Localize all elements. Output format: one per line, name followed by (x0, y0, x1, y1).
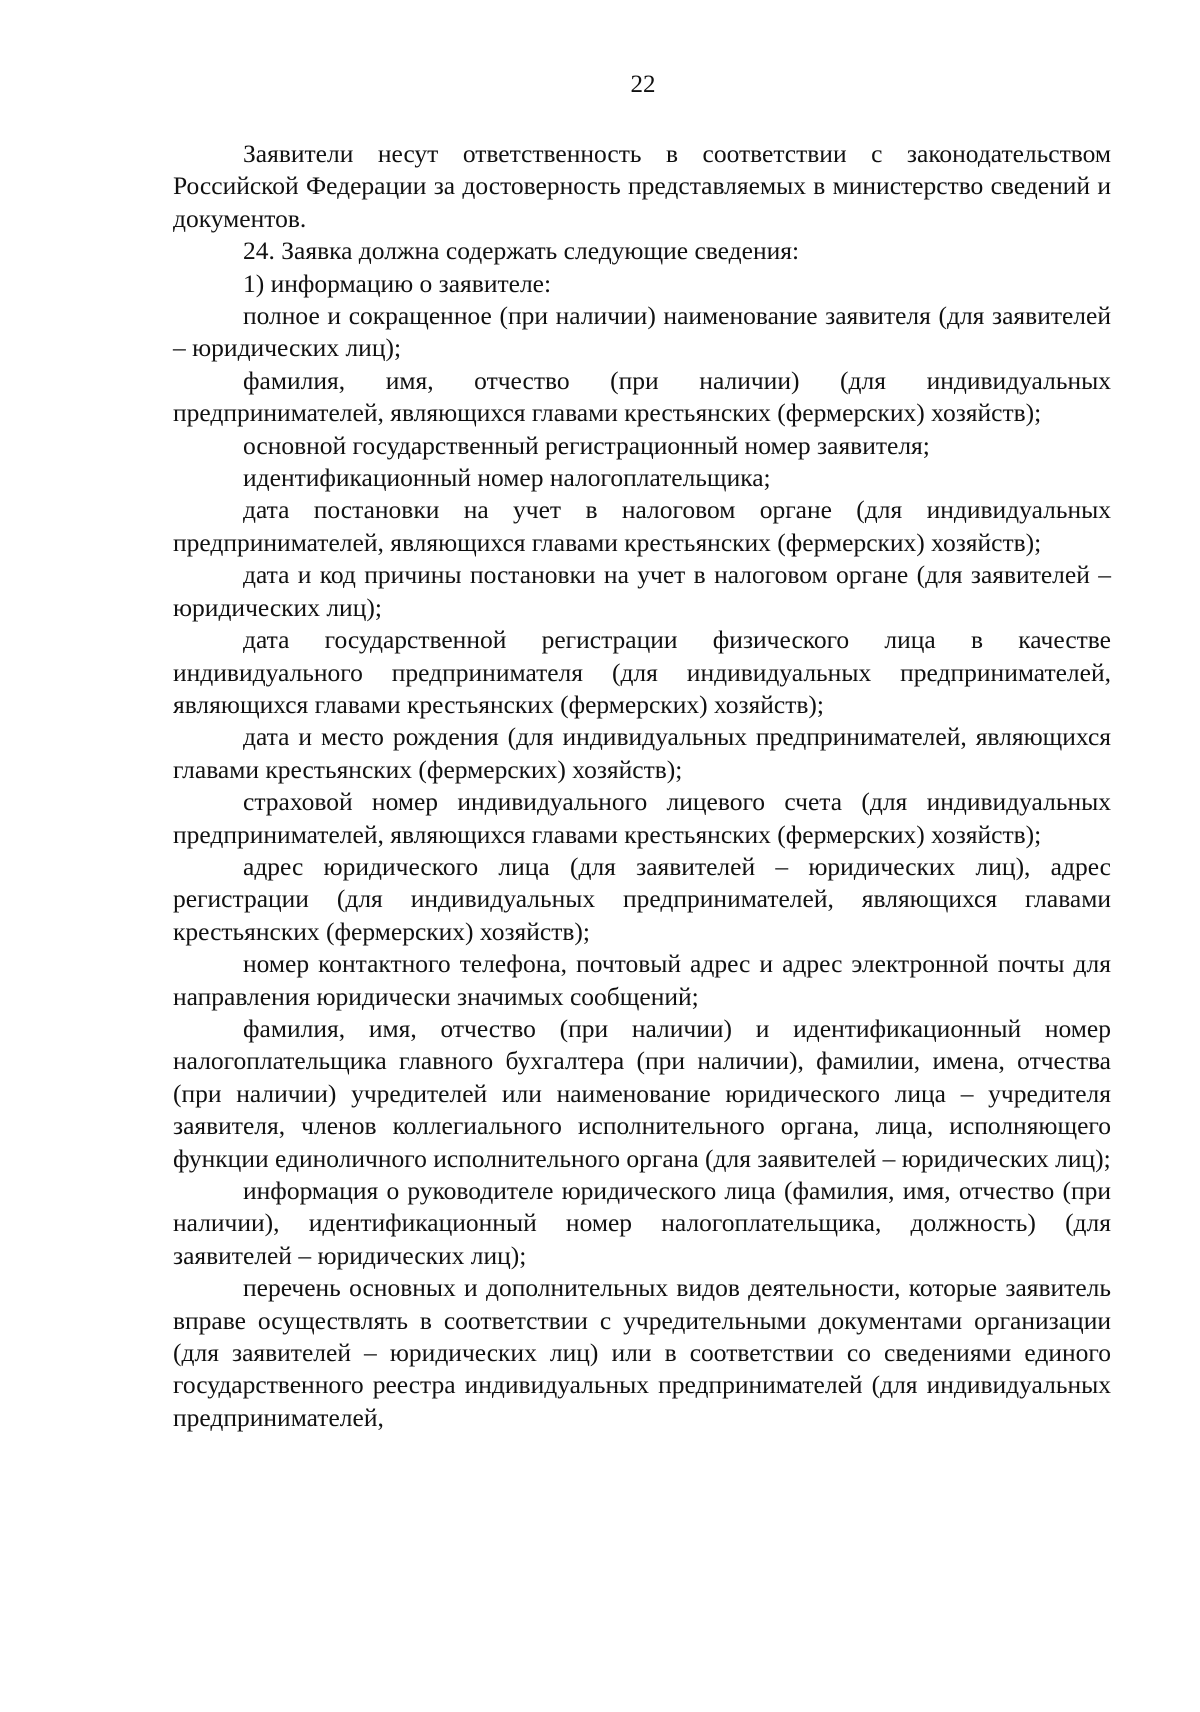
paragraph-kpp: дата и код причины постановки на учет в налоговом органе (для заявителей – юридических лиц); (173, 560, 1111, 622)
paragraph-tax-registration-date: дата постановки на учет в налоговом органе (для индивидуальных предпринимателей, являющихся главами крестьянских (фермерских) хозяйств); (173, 495, 1111, 557)
paragraph-subitem-1: 1) информацию о заявителе: (243, 268, 552, 298)
paragraph-contacts: номер контактного телефона, почтовый адрес и адрес электронной почты для направления юридически значимых сообщений; (173, 949, 1111, 1011)
paragraph-ogrn: основной государственный регистрационный номер заявителя; (243, 430, 930, 460)
page-number: 22 (630, 71, 656, 98)
paragraph-accountant-founders: фамилия, имя, отчество (при наличии) и идентификационный номер налогоплательщика главного бухгалтера (при наличии), фамилии, имена, отчества (при наличии) учредителей или наименование юридического лица – учредителя заявителя, членов коллегиального исполнительного органа, лица, исполняющего функции единоличного исполнительного органа (для заявителей – юридических лиц); (173, 1013, 1111, 1173)
paragraph-applicant-responsibility: Заявители несут ответственность в соответствии с законодательством Российской Федерации за достоверность представляемых в министерство сведений и документов. (173, 139, 1111, 233)
document-body (173, 138, 1111, 1434)
paragraph-full-name: полное и сокращенное (при наличии) наименование заявителя (для заявителей – юридических лиц); (173, 301, 1111, 363)
paragraph-item-24: 24. Заявка должна содержать следующие сведения: (243, 236, 800, 266)
paragraph-activity-list: перечень основных и дополнительных видов деятельности, которые заявитель вправе осуществлять в соответствии с учредительными документами организации (для заявителей – юридических лиц) или в соответствии со сведениями единого государственного реестра индивидуальных предпринимателей (для индивидуальных предпринимателей, (173, 1273, 1111, 1432)
paragraph-person-name: фамилия, имя, отчество (при наличии) (для индивидуальных предпринимателей, являющихся главами крестьянских (фермерских) хозяйств); (173, 365, 1111, 428)
paragraph-inn: идентификационный номер налогоплательщика; (243, 463, 771, 493)
paragraph-head-info: информация о руководителе юридического лица (фамилия, имя, отчество (при наличии), идентификационный номер налогоплательщика, должность) (для заявителей – юридических лиц); (173, 1176, 1111, 1270)
paragraph-birth-date-place: дата и место рождения (для индивидуальных предпринимателей, являющихся главами крестьянских (фермерских) хозяйств); (173, 722, 1111, 784)
paragraph-state-registration-date: дата государственной регистрации физического лица в качестве индивидуального предпринимателя (для индивидуальных предпринимателей, являющихся главами крестьянских (фермерских) хозяйств); (173, 625, 1111, 719)
paragraph-address: адрес юридического лица (для заявителей – юридических лиц), адрес регистрации (для индивидуальных предпринимателей, являющихся главами крестьянских (фермерских) хозяйств); (173, 851, 1111, 946)
paragraph-snils: страховой номер индивидуального лицевого счета (для индивидуальных предпринимателей, являющихся главами крестьянских (фермерских) хозяйств); (173, 787, 1111, 849)
